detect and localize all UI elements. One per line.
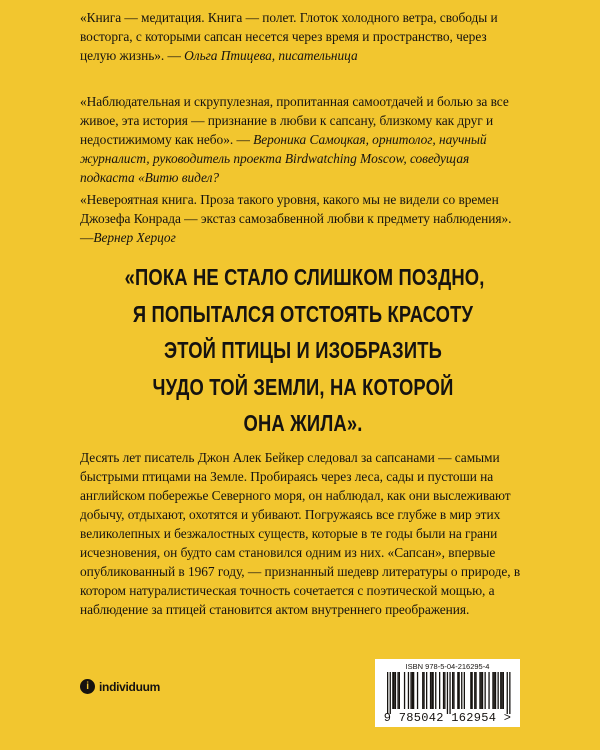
review-quote-1 xyxy=(80,8,526,65)
barcode-bar xyxy=(399,672,400,709)
barcode-bar xyxy=(495,672,496,709)
barcode-digits: 9 785042 162954 > xyxy=(383,711,512,725)
barcode-bar xyxy=(475,672,476,709)
barcode-bar xyxy=(498,672,499,709)
barcode-bar xyxy=(472,672,473,709)
barcode-bar xyxy=(459,672,460,709)
review-quote-1-attribution: Ольга Птицева, писательница xyxy=(184,48,358,63)
barcode-bar xyxy=(461,672,462,709)
barcode-bar xyxy=(453,672,454,709)
isbn-barcode xyxy=(375,659,520,727)
barcode-bar xyxy=(452,672,453,709)
barcode-bar xyxy=(501,672,502,709)
barcode-bar xyxy=(408,672,409,709)
barcode-bar xyxy=(426,672,427,709)
review-quote-1-text: «Книга — медитация. Книга — полет. Глоток холодного ветра, свободы и восторга, с которыми сапсан несется через время и пространство, через целую жизнь». — xyxy=(80,10,498,63)
headline-line-1: «ПОКА НЕ СТАЛО СЛИШКОМ ПОЗДНО, xyxy=(124,264,485,290)
barcode-bar xyxy=(413,672,414,709)
barcode-bar xyxy=(503,672,504,709)
review-quote-3-attribution: Вернер Херцог xyxy=(93,230,176,245)
barcode-bar xyxy=(481,672,482,709)
headline-line-2: Я ПОПЫТАЛСЯ ОТСТОЯТЬ КРАСОТУ xyxy=(132,300,474,327)
headline-line-5: ОНА ЖИЛА». xyxy=(243,410,363,436)
barcode-bar xyxy=(443,672,444,709)
barcode-bar xyxy=(390,672,391,714)
barcode-bar xyxy=(457,672,458,709)
book-description: Десять лет писатель Джон Алек Бейкер следовал за сапсанами — самыми быстрыми птицами на Земле. Пробираясь через леса, сады и пустоши на английском побережье Северного моря, он наблюдал, как они выслеживают добычу, отдыхают, охотятся и убивают. Погружаясь все глубже в мир этих великолепных и безжалостных существ, которые в те годы были на грани исчезновения, он будто сам становился одним из них. «Сапсан», впервые опубликованный в 1967 году, — признанный шедевр литературы о природе, в котором натуралистическая точность сочетается с поэтической мощью, а наблюдение за птицей становится актом внутреннего преображения. xyxy=(80,450,521,617)
barcode-bar xyxy=(387,672,388,714)
isbn-number: ISBN 978-5-04-216295-4 xyxy=(405,662,490,671)
review-quote-2 xyxy=(80,92,526,187)
barcode-bar xyxy=(395,672,396,709)
barcode-bar xyxy=(412,672,413,709)
review-quote-3-text: «Невероятная книга. Проза такого уровня, какого мы не видели со времен Джозефа Конрада — экстаз самозабвенной любви к предмету наблюдения». — xyxy=(80,192,512,245)
barcode-bar xyxy=(474,672,475,709)
barcode-bar xyxy=(423,672,424,709)
barcode-bar xyxy=(492,672,493,709)
review-quote-3 xyxy=(80,190,526,247)
individuum-logo-icon: i xyxy=(80,679,95,694)
headline-line-4: ЧУДО ТОЙ ЗЕМЛИ, НА КОТОРОЙ xyxy=(152,373,454,400)
publisher-logo xyxy=(80,679,160,694)
review-quote-2-text: «Наблюдательная и скрупулезная, пропитанная самоотдачей и болью за все живое, эта история — признание в любви к сапсану, близкому как друг и недостижимому как небо». — xyxy=(80,94,509,147)
headline-line-3: ЭТОЙ ПТИЦЫ И ИЗОБРАЗИТЬ xyxy=(164,337,442,363)
publisher-name: individuum xyxy=(99,679,160,694)
barcode-bar xyxy=(433,672,434,709)
barcode-bar xyxy=(464,672,465,709)
barcode-bar xyxy=(431,672,432,709)
barcode-bar xyxy=(397,672,398,709)
barcode-bar xyxy=(482,672,483,709)
barcode-bar xyxy=(417,672,418,709)
review-quote-2-attribution: Вероника Самоцкая, орнитолог, научный журналист, руководитель проекта Birdwatching Moscow, соведущая подкаста «Витю видел? xyxy=(80,132,487,185)
barcode-bar xyxy=(430,672,431,709)
barcode-bar xyxy=(447,672,448,714)
barcode-bar xyxy=(485,672,486,709)
barcode-bar xyxy=(494,672,495,709)
barcode-bar xyxy=(449,672,450,714)
barcode-bar xyxy=(507,672,508,714)
barcode-bar xyxy=(404,672,405,709)
barcode-bar xyxy=(394,672,395,709)
barcode-bar xyxy=(509,672,510,714)
barcode-bar xyxy=(444,672,445,709)
barcode-bar xyxy=(410,672,411,709)
barcode-bar xyxy=(488,672,489,709)
barcode-bar xyxy=(500,672,501,709)
headline-quote xyxy=(124,259,485,442)
barcode-bar xyxy=(479,672,480,709)
barcode-bar xyxy=(392,672,393,709)
barcode-bar xyxy=(435,672,436,709)
barcode-bar xyxy=(439,672,440,709)
barcode-bar xyxy=(470,672,471,709)
barcode-bar xyxy=(422,672,423,709)
